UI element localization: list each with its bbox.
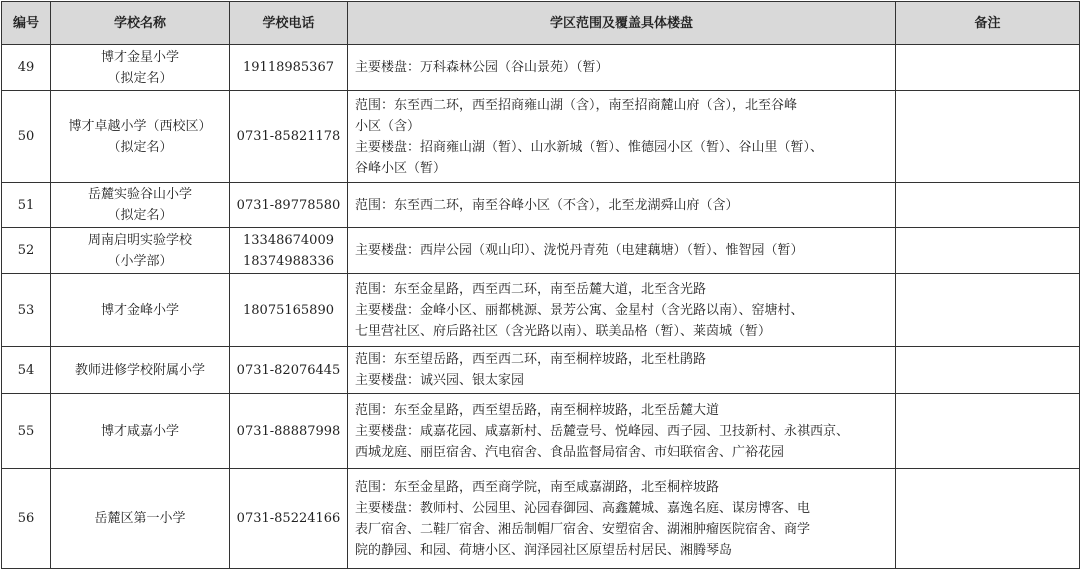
scope-line: 主要楼盘：咸嘉花园、咸嘉新村、岳麓壹号、悦峰园、西子园、卫技新村、永祺西京、 xyxy=(355,423,850,439)
school-name xyxy=(51,394,230,469)
district-scope xyxy=(348,183,896,228)
scope-line: 主要楼盘：万科森林公园（谷山景苑）（暂） xyxy=(355,60,609,75)
scope-line: 七里营社区、府后路社区（含光路以南）、联美品格（暂）、莱茵城（暂） xyxy=(355,323,772,339)
district-scope xyxy=(348,394,896,469)
school-name-line: 岳麓区第一小学 xyxy=(94,511,186,526)
row-number: 54 xyxy=(2,347,51,394)
remarks-cell xyxy=(896,91,1080,183)
school-phone xyxy=(230,394,348,469)
remarks-cell xyxy=(896,183,1080,228)
school-name-line: 博才咸嘉小学 xyxy=(100,423,179,439)
school-phone xyxy=(230,228,348,274)
school-name xyxy=(51,228,230,274)
school-phone xyxy=(230,347,348,394)
header-district-scope: 学区范围及覆盖具体楼盘 xyxy=(348,2,896,45)
table-row xyxy=(2,91,1080,183)
district-scope xyxy=(348,347,896,394)
school-name-line: 博才卓越小学（西校区） xyxy=(68,118,212,134)
scope-line: 主要楼盘：金峰小区、丽都桃源、景芳公寓、金星村（含光路以南）、窑塘村、 xyxy=(355,302,804,318)
school-phone xyxy=(230,274,348,347)
school-phone xyxy=(230,45,348,91)
scope-line: 谷峰小区（暂） xyxy=(355,160,447,176)
phone-line: 0731-88887998 xyxy=(236,423,341,439)
scope-line: 主要楼盘：教师村、公园里、沁园春御园、高鑫麓城、嘉逸名庭、谋房博客、电 xyxy=(355,500,811,516)
table-row xyxy=(2,469,1080,569)
school-phone xyxy=(230,183,348,228)
school-name-line: 岳麓实验谷山小学 xyxy=(87,187,192,202)
table-row xyxy=(2,228,1080,274)
remarks-cell xyxy=(896,469,1080,569)
scope-line: 范围：东至西二环，南至谷峰小区（不含），北至龙湖舜山府（含） xyxy=(355,197,739,213)
header-school-phone: 学校电话 xyxy=(230,2,348,45)
school-name-line: 博才金星小学 xyxy=(100,49,179,65)
scope-line: 范围：东至望岳路，西至西二环，南至桐梓坡路，北至杜鹃路 xyxy=(355,352,707,367)
phone-line: 0731-89778580 xyxy=(236,197,341,213)
table-row xyxy=(2,183,1080,228)
phone-line: 19118985367 xyxy=(243,60,334,75)
phone-line: 0731-85224166 xyxy=(236,511,341,526)
remarks-cell xyxy=(896,394,1080,469)
remarks-cell xyxy=(896,45,1080,91)
header-remarks: 备注 xyxy=(896,2,1080,45)
school-name xyxy=(51,274,230,347)
school-name xyxy=(51,347,230,394)
table-row xyxy=(2,347,1080,394)
scope-line: 小区（含） xyxy=(355,118,421,134)
district-scope xyxy=(348,45,896,91)
row-number: 51 xyxy=(2,183,51,228)
row-number: 52 xyxy=(2,228,51,274)
phone-line: 13348674009 xyxy=(243,232,334,248)
school-name-line: 博才金峰小学 xyxy=(100,302,179,318)
phone-line: 0731-85821178 xyxy=(236,129,341,144)
school-name xyxy=(51,183,230,228)
district-scope xyxy=(348,91,896,183)
phone-line: 0731-82076445 xyxy=(236,362,341,378)
scope-line: 主要楼盘：诚兴园、银太家园 xyxy=(355,373,525,388)
table-row xyxy=(2,274,1080,347)
school-phone xyxy=(230,91,348,183)
row-number: 53 xyxy=(2,274,51,347)
school-name xyxy=(51,45,230,91)
table-row xyxy=(2,45,1080,91)
remarks-cell xyxy=(896,274,1080,347)
remarks-cell xyxy=(896,347,1080,394)
scope-line: 表厂宿舍、二鞋厂宿舍、湘岳制帽厂宿舍、安塑宿舍、湖湘肿瘤医院宿舍、商学 xyxy=(355,521,811,537)
header-school-name: 学校名称 xyxy=(51,2,230,45)
header-number: 编号 xyxy=(2,2,51,45)
scope-line: 范围：东至金星路，西至望岳路，南至桐梓坡路，北至岳麓大道 xyxy=(355,402,720,418)
scope-line: 主要楼盘：西岸公园（观山印）、泷悦丹青苑（电建藕塘）（暂）、惟智园（暂） xyxy=(355,243,804,258)
remarks-cell xyxy=(896,228,1080,274)
phone-line: 18075165890 xyxy=(243,302,334,318)
school-name-line: （小学部） xyxy=(107,253,173,269)
scope-line: 西城龙庭、丽臣宿舍、汽电宿舍、食品监督局宿舍、市妇联宿舍、广裕花园 xyxy=(355,444,785,460)
school-name-line: （拟定名） xyxy=(107,208,173,223)
row-number: 50 xyxy=(2,91,51,183)
scope-line: 院的静园、和园、荷塘小区、润泽园社区原望岳村居民、湘腾琴岛 xyxy=(355,542,733,558)
district-scope xyxy=(348,469,896,569)
school-name-line: （拟定名） xyxy=(107,70,173,86)
scope-line: 范围：东至西二环，西至招商雍山湖（含），南至招商麓山府（含），北至谷峰 xyxy=(355,97,798,113)
phone-line: 18374988336 xyxy=(243,253,334,269)
school-phone xyxy=(230,469,348,569)
row-number: 55 xyxy=(2,394,51,469)
district-scope xyxy=(348,228,896,274)
row-number: 49 xyxy=(2,45,51,91)
header-row xyxy=(2,2,1080,45)
district-scope xyxy=(348,274,896,347)
table-row xyxy=(2,394,1080,469)
school-name xyxy=(51,469,230,569)
school-name xyxy=(51,91,230,183)
school-district-table xyxy=(1,1,1080,569)
scope-line: 范围：东至金星路，西至西二环，南至岳麓大道，北至含光路 xyxy=(355,281,707,297)
scope-line: 范围：东至金星路，西至商学院，南至咸嘉湖路，北至桐梓坡路 xyxy=(355,479,720,495)
scope-line: 主要楼盘：招商雍山湖（暂）、山水新城（暂）、惟德园小区（暂）、谷山里（暂）、 xyxy=(355,139,824,155)
school-name-line: （拟定名） xyxy=(107,139,173,155)
table-body xyxy=(2,45,1080,569)
school-name-line: 周南启明实验学校 xyxy=(87,232,192,248)
row-number: 56 xyxy=(2,469,51,569)
school-name-line: 教师进修学校附属小学 xyxy=(74,362,205,378)
